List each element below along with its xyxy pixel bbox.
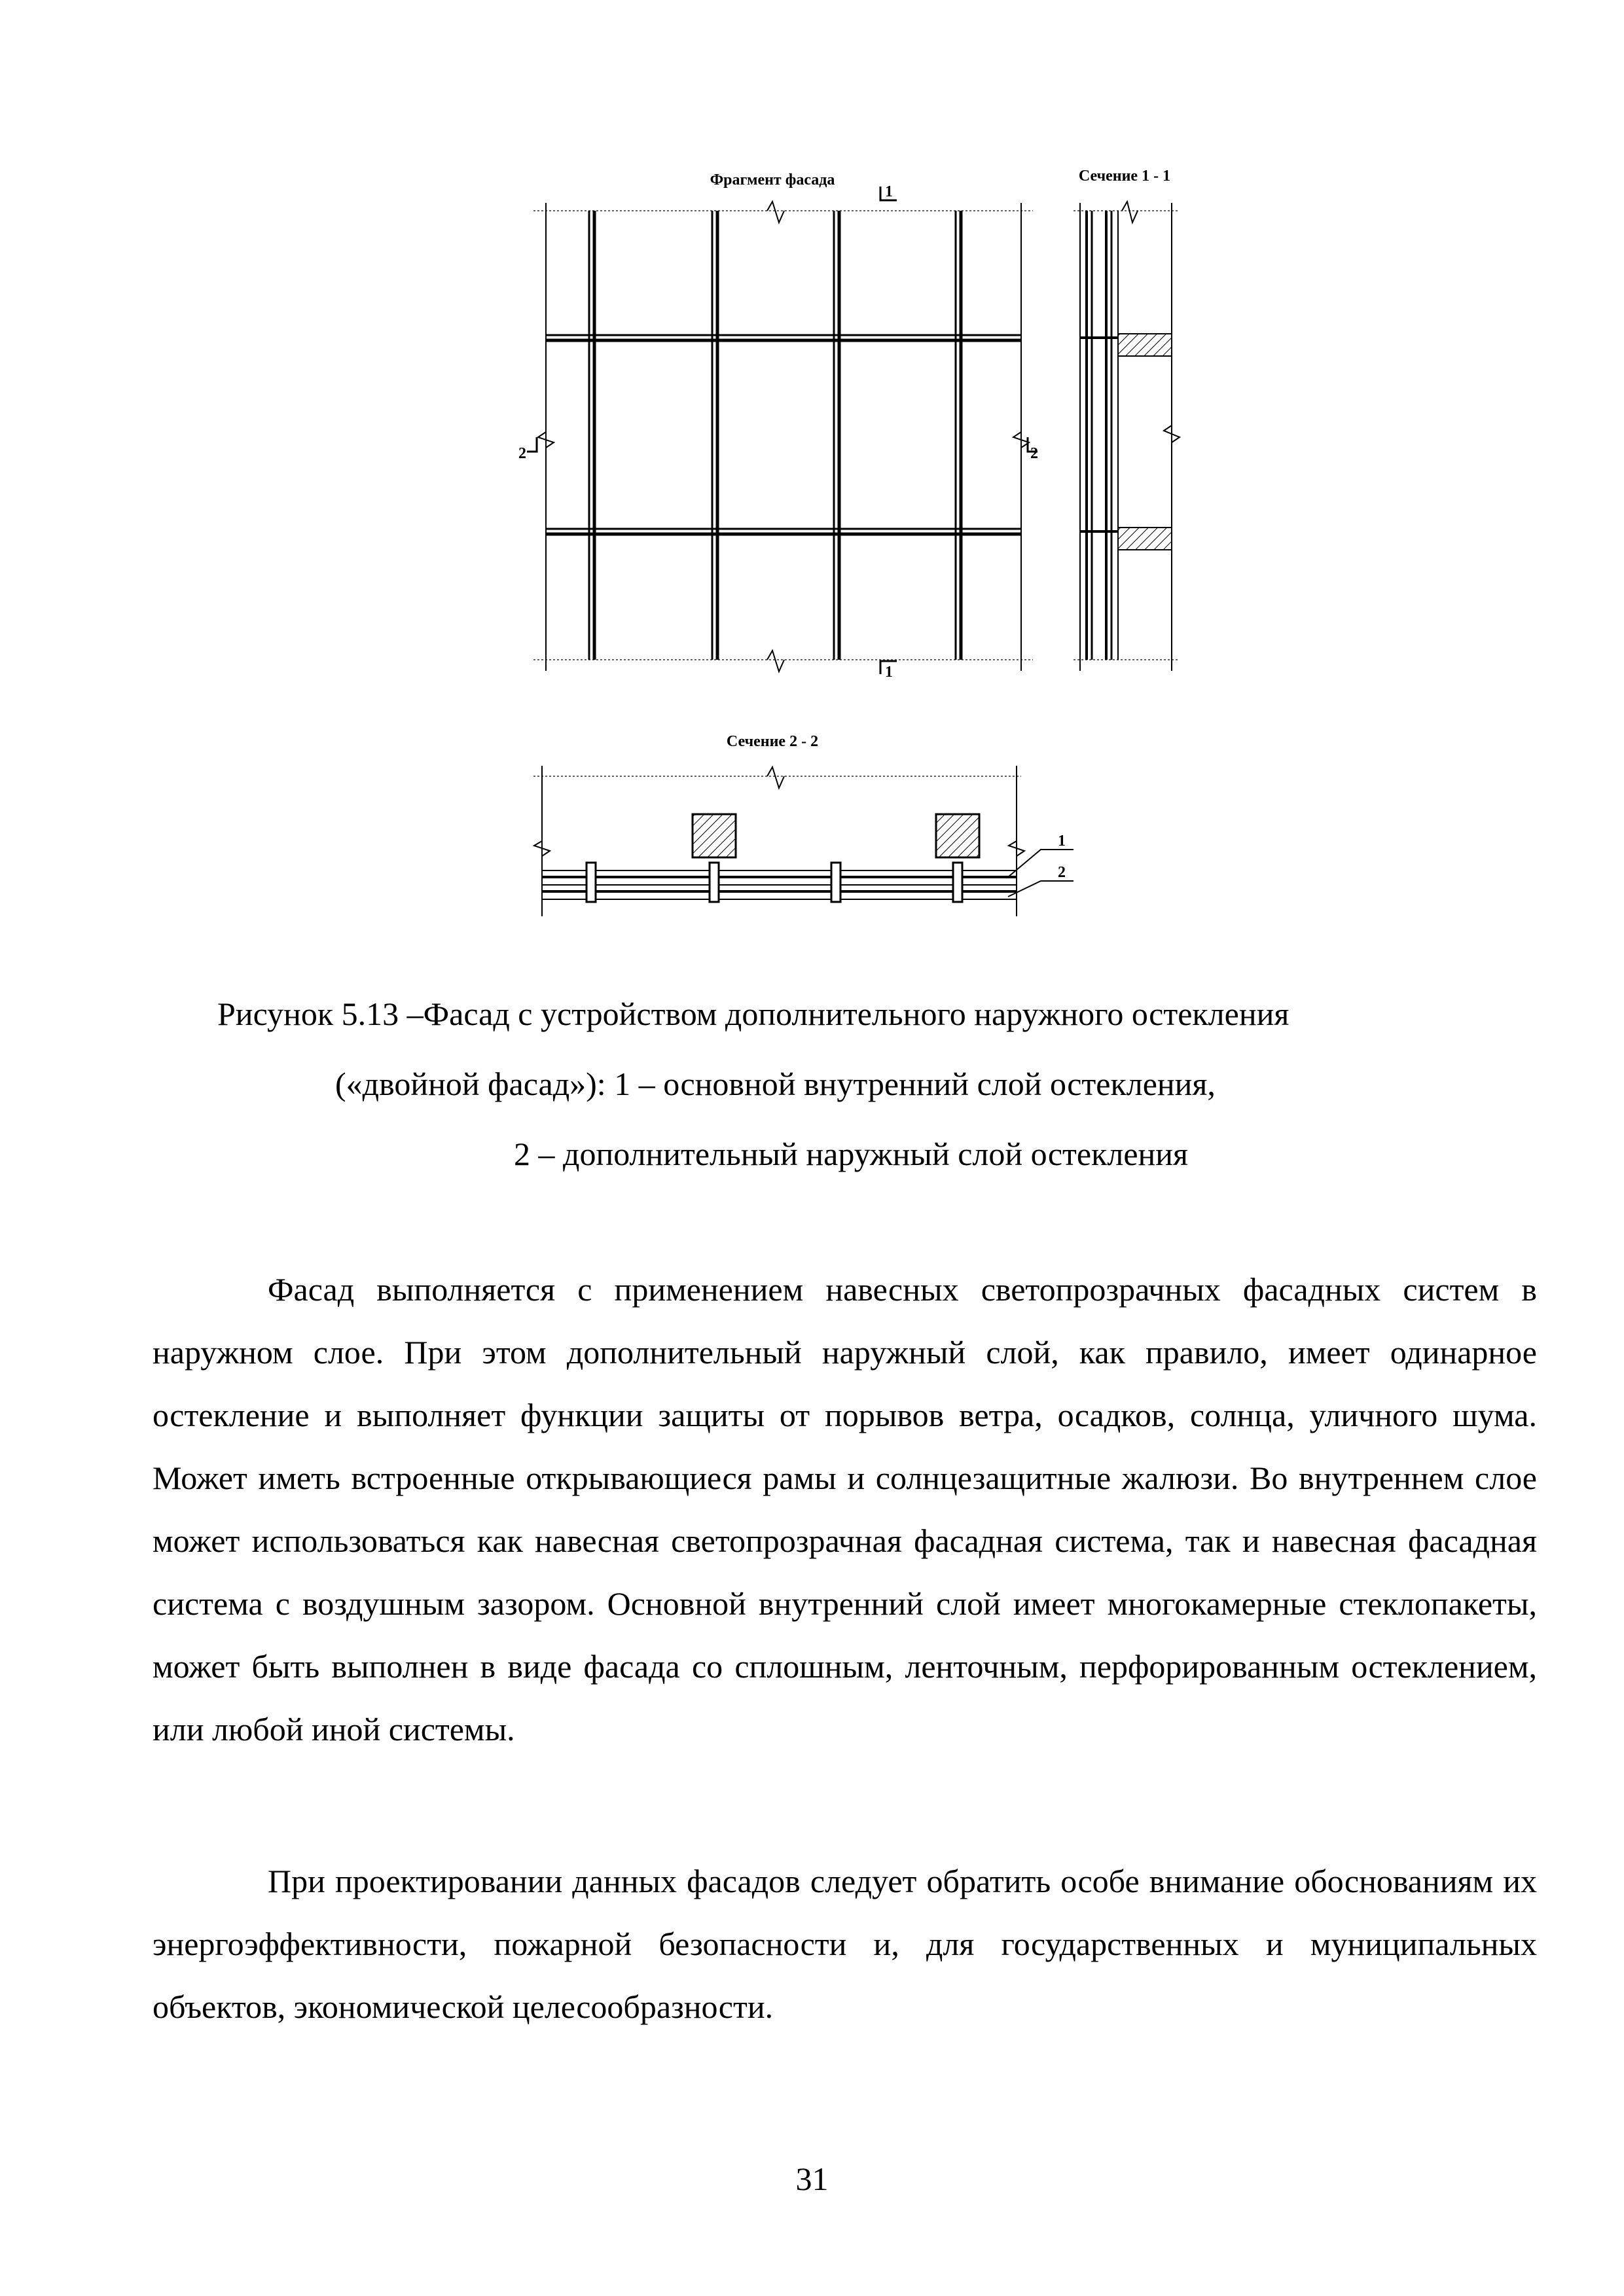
slab-sections: [1080, 334, 1172, 550]
caption-line-1: Рисунок 5.13 –Фасад с устройством дополнительного наружного остекления: [217, 996, 1290, 1032]
section-2-2-view: [533, 733, 1074, 916]
body-paragraph-2: При проектировании данных фасадов следует обратить особе внимание обоснованиям их энергоэффективности, пожарной безопасности и, для государственных и муниципальных объектов, экономической целесообразности.: [153, 1863, 1537, 2025]
callout-2: 2: [1058, 864, 1066, 881]
section-1-title: Сечение 1 - 1: [1078, 168, 1171, 185]
section-1-1-view: [1074, 168, 1180, 671]
section-2-title: Сечение 2 - 2: [726, 733, 819, 750]
mullion-profiles: [586, 863, 962, 902]
transoms: [546, 335, 1021, 534]
columns: [693, 814, 979, 857]
caption-line-3: 2 – дополнительный наружный слой остекления: [514, 1136, 1189, 1172]
glazing-layers: [542, 870, 1017, 899]
facade-drawing: [0, 0, 1624, 949]
facade-fragment-view: [518, 171, 1038, 681]
fragment-break-lines: [533, 211, 1033, 660]
fragment-title: Фрагмент фасада: [710, 171, 835, 188]
section-mark-2-left: 2: [518, 445, 526, 462]
callout-1: 1: [1058, 833, 1066, 850]
section-mark-1-top: 1: [885, 183, 893, 200]
section1-break-lines: [1074, 211, 1178, 660]
section-mark-2-right: 2: [1030, 445, 1038, 462]
section1-layers: [1080, 202, 1180, 671]
section-mark-1-bottom: 1: [885, 664, 893, 681]
body-paragraph-1: Фасад выполняется с применением навесных светопрозрачных фасадных систем в наружном слое. При этом дополнительный наружный слой, как правило, имеет одинарное остекление и выполняет функции защиты от порывов ветра, осадков, солнца, уличного шума. Может иметь встроенные открывающиеся рамы и солнцезащитные жалюзи. Во внутреннем слое может использоваться как навесная светопрозрачная фасадная система, так и навесная фасадная система с воздушным зазором. Основной внутренний слой имеет многокамерные стеклопакеты, может быть выполнен в виде фасада со сплошным, ленточным, перфорированным остеклением, или любой иной системы.: [153, 1271, 1537, 1748]
fragment-edges: [546, 203, 1021, 671]
mullions: [589, 211, 961, 660]
caption-line-2: («двойной фасад»): 1 – основной внутренний слой остекления,: [335, 1066, 1216, 1102]
page-number: 31: [795, 2161, 829, 2197]
